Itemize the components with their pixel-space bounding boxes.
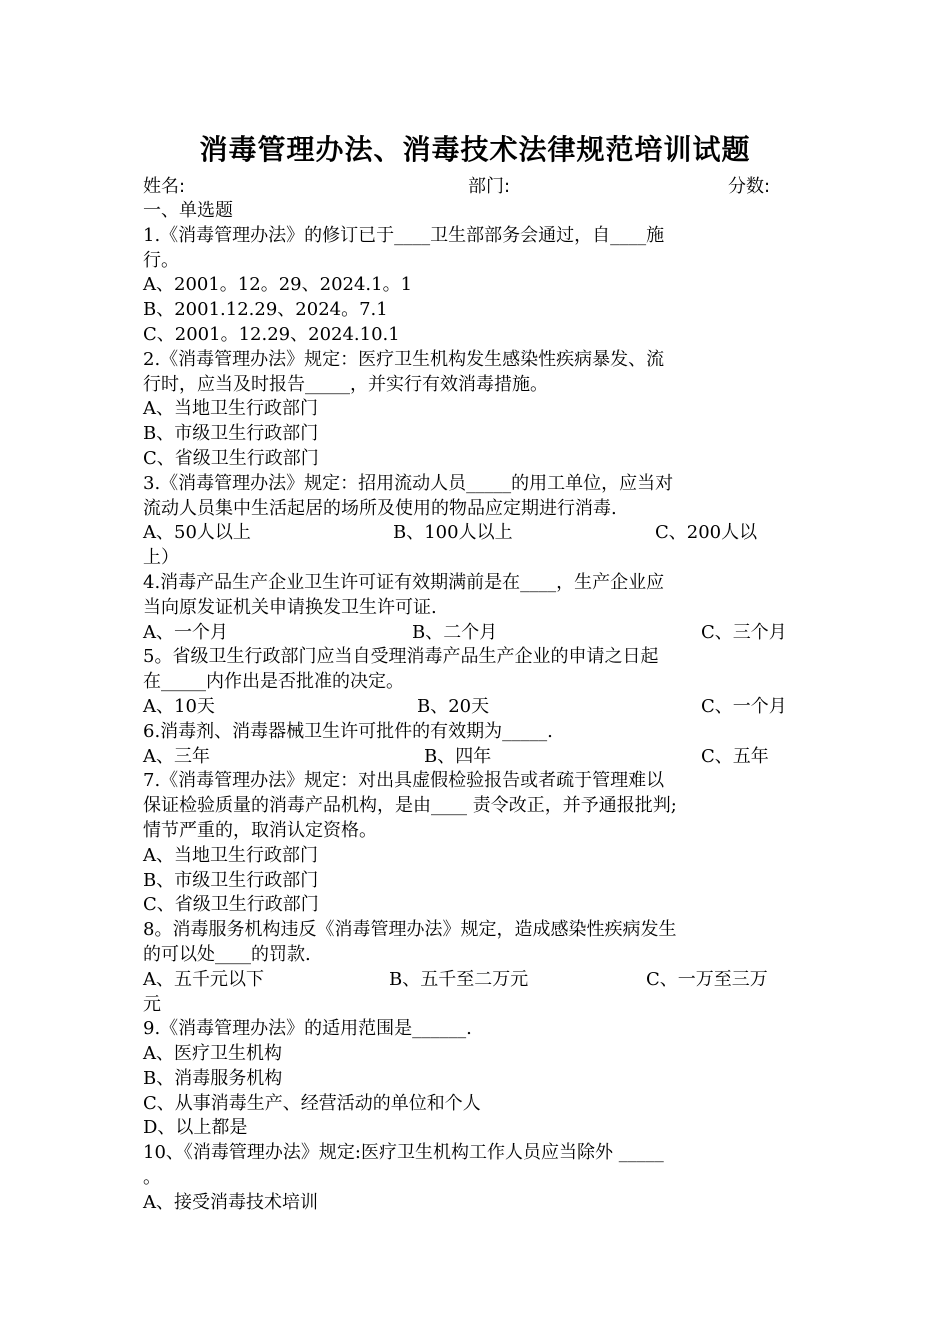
option-c: C、一万至三万 xyxy=(646,968,768,990)
text-line: B、2001.12.29、2024。7.1 xyxy=(143,299,388,321)
section-heading: 一、单选题 xyxy=(143,200,233,221)
text-line: 5。省级卫生行政部门应当自受理消毒产品生产企业的申请之日起 xyxy=(143,646,659,668)
option-a: A、一个月 xyxy=(143,621,228,643)
option-row xyxy=(143,521,813,546)
text-line: 8。消毒服务机构违反《消毒管理办法》规定，造成感染性疾病发生 xyxy=(143,919,677,941)
text-line: 3.《消毒管理办法》规定：招用流动人员_____的用工单位，应当对 xyxy=(143,472,674,494)
option-row xyxy=(143,745,813,770)
option-b: B、四年 xyxy=(424,745,492,767)
text-line: C、省级卫生行政部门 xyxy=(143,894,319,916)
option-b: B、100人以上 xyxy=(393,522,513,544)
text-line: 2.《消毒管理办法》规定：医疗卫生机构发生感染性疾病暴发、流 xyxy=(143,348,665,370)
option-a: A、10天 xyxy=(143,695,215,717)
text-line: 流动人员集中生活起居的场所及使用的物品应定期进行消毒. xyxy=(143,497,617,519)
text-line: A、当地卫生行政部门 xyxy=(143,844,318,866)
text-line: 情节严重的，取消认定资格。 xyxy=(143,819,377,841)
option-a: A、五千元以下 xyxy=(143,968,264,990)
text-line: B、市级卫生行政部门 xyxy=(143,869,319,891)
option-row xyxy=(143,968,813,993)
option-b: B、二个月 xyxy=(412,621,498,643)
text-line: 10、《消毒管理办法》规定:医疗卫生机构工作人员应当除外 _____ xyxy=(143,1142,664,1164)
text-line: 4.消毒产品生产企业卫生许可证有效期满前是在____，生产企业应 xyxy=(143,571,665,593)
text-line: 当向原发证机关申请换发卫生许可证. xyxy=(143,596,437,618)
option-c: C、五年 xyxy=(701,745,769,767)
option-b: B、20天 xyxy=(417,695,490,717)
text-line: 7.《消毒管理办法》规定：对出具虚假检验报告或者疏于管理难以 xyxy=(143,770,665,792)
option-a: A、三年 xyxy=(143,745,210,767)
text-line: 的可以处____的罚款. xyxy=(143,943,311,965)
text-line: 行。 xyxy=(143,249,179,271)
text-line: 6.消毒剂、消毒器械卫生许可批件的有效期为_____. xyxy=(143,720,553,742)
score-field-label: 分数: xyxy=(728,176,771,197)
option-c: C、一个月 xyxy=(701,695,787,717)
text-line: B、市级卫生行政部门 xyxy=(143,423,319,445)
text-line: C、2001。12.29、2024.10.1 xyxy=(143,323,400,345)
text-line: A、2001。12。29、2024.1。1 xyxy=(143,274,413,296)
text-line: 1.《消毒管理办法》的修订已于____卫生部部务会通过，自____施 xyxy=(143,224,665,246)
option-c: C、200人以 xyxy=(655,522,758,544)
option-c: C、三个月 xyxy=(701,621,787,643)
text-line: C、从事消毒生产、经营活动的单位和个人 xyxy=(143,1092,481,1114)
option-row xyxy=(143,621,813,646)
text-line: A、医疗卫生机构 xyxy=(143,1043,282,1065)
text-line: B、消毒服务机构 xyxy=(143,1067,283,1089)
option-b: B、五千至二万元 xyxy=(389,968,529,990)
text-line: 在_____内作出是否批准的决定。 xyxy=(143,671,404,693)
department-field-label: 部门: xyxy=(468,176,511,197)
text-line: 9.《消毒管理办法》的适用范围是______. xyxy=(143,1018,472,1040)
text-line: A、接受消毒技术培训 xyxy=(143,1191,318,1213)
text-line: 上） xyxy=(143,547,179,569)
text-line: 保证检验质量的消毒产品机构，是由____ 责令改正，并予通报批判; xyxy=(143,795,677,817)
option-a: A、50人以上 xyxy=(143,522,251,544)
name-field-label: 姓名: xyxy=(143,176,186,197)
question-list xyxy=(143,199,813,1216)
option-row xyxy=(143,695,813,720)
text-line: 元 xyxy=(143,993,161,1015)
text-line: A、当地卫生行政部门 xyxy=(143,398,318,420)
text-line: C、省级卫生行政部门 xyxy=(143,447,319,469)
text-line: 。 xyxy=(143,1167,161,1189)
page-title: 消毒管理办法、消毒技术法律规范培训试题 xyxy=(199,133,751,166)
text-line: 行时，应当及时报告_____，并实行有效消毒措施。 xyxy=(143,373,548,395)
text-line: D、以上都是 xyxy=(143,1117,248,1139)
exam-header xyxy=(143,174,793,200)
